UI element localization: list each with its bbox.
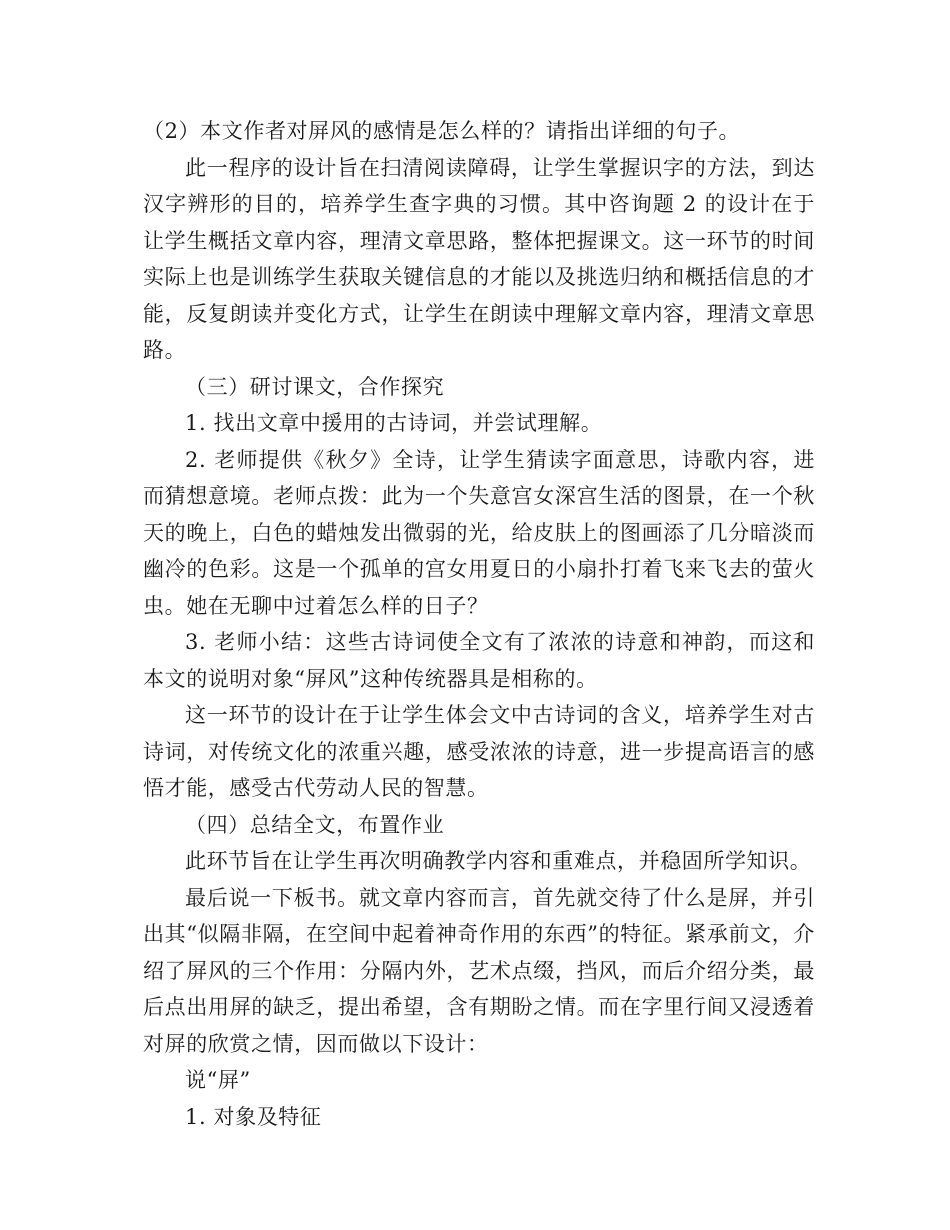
blackboard-title: 说“屏” bbox=[185, 1068, 251, 1092]
question-2-paragraph: （2）本文作者对屏风的感情是怎么样的？请指出详细的句子。 bbox=[143, 119, 741, 143]
list-item-3: 3. 老师小结：这些古诗词使全文有了浓浓的诗意和神韵，而这和本文的说明对象“屏风”这种传统器具是相称的。 bbox=[143, 630, 815, 691]
blackboard-paragraph: 最后说一下板书。就文章内容而言，首先就交待了什么是屏，并引出其“似隔非隔，在空间中起着神奇作用的东西”的特征。紧承前文，介绍了屏风的三个作用：分隔内外，艺术点缀，挡风，而后介绍分类，最后点出用屏的缺乏，提出希望，含有期盼之情。而在字里行间又浸透着对屏的欣赏之情，因而做以下设计： bbox=[143, 885, 815, 1056]
section-heading-4: （四）总结全文，布置作业 bbox=[185, 812, 445, 837]
document-body bbox=[143, 113, 815, 1135]
section-4-paragraph: 此环节旨在让学生再次明确教学内容和重难点，并稳固所学知识。 bbox=[185, 849, 812, 873]
list-item-1: 1. 找出文章中援用的古诗词，并尝试理解。 bbox=[185, 411, 603, 435]
section-3-summary-paragraph: 这一环节的设计在于让学生体会文中古诗词的含义，培养学生对古诗词，对传统文化的浓重兴趣，感受浓浓的诗意，进一步提高语言的感悟才能，感受古代劳动人民的智慧。 bbox=[143, 703, 815, 800]
list-item-2: 2. 老师提供《秋夕》全诗，让学生猜读字面意思，诗歌内容，进而猜想意境。老师点拨：此为一个失意宫女深宫生活的图景，在一个秋天的晚上，白色的蜡烛发出微弱的光，给皮肤上的图画添了几分暗淡而幽冷的色彩。这是一个孤单的宫女用夏日的小扇扑打着飞来飞去的萤火虫。她在无聊中过着怎么样的日子？ bbox=[143, 447, 815, 618]
design-intent-paragraph: 此一程序的设计旨在扫清阅读障碍，让学生掌握识字的方法，到达汉字辨形的目的，培养学生查字典的习惯。其中咨询题 2 的设计在于让学生概括文章内容，理清文章思路，整体把握课文。这一环节的时间实际上也是训练学生获取关键信息的才能以及挑选归纳和概括信息的才能，反复朗读并变化方式，让学生在朗读中理解文章内容，理清文章思路。 bbox=[143, 155, 815, 362]
blackboard-item-1: 1. 对象及特征 bbox=[185, 1104, 322, 1129]
section-heading-3: （三）研讨课文，合作探究 bbox=[185, 374, 445, 399]
